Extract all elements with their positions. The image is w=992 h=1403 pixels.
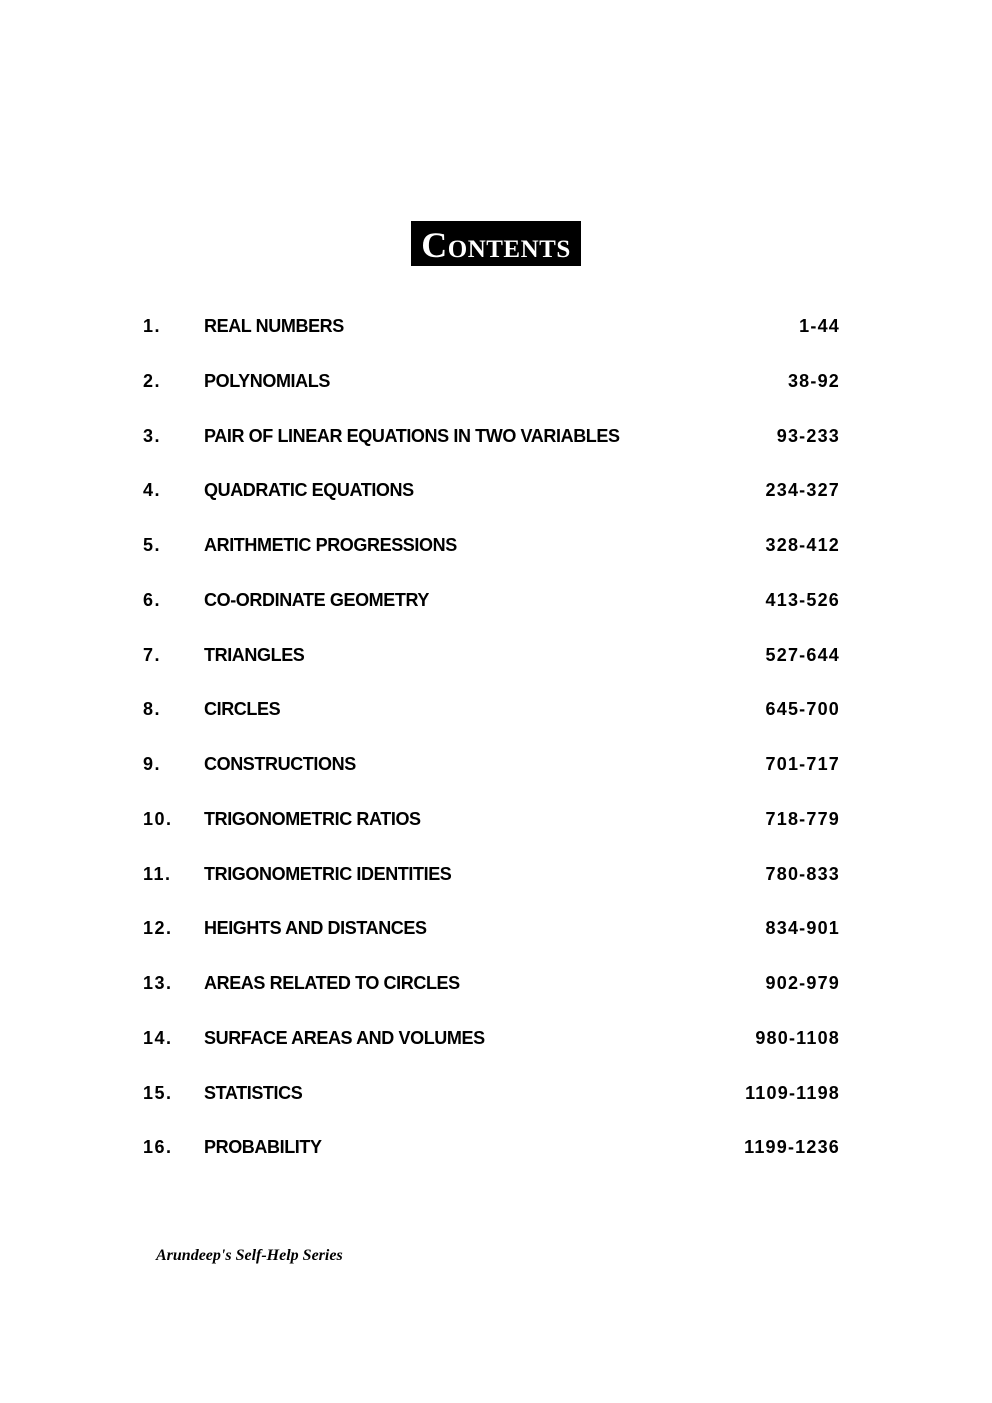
- chapter-pages: 527-644: [765, 644, 840, 665]
- chapter-title: TRIANGLES: [204, 644, 305, 665]
- chapter-title: TRIGONOMETRIC RATIOS: [204, 808, 421, 829]
- chapter-number: 9.: [143, 754, 162, 774]
- chapter-number: 7.: [143, 644, 162, 665]
- chapter-title: AREAS RELATED TO CIRCLES: [204, 973, 460, 993]
- chapter-title: ARITHMETIC PROGRESSIONS: [204, 535, 457, 555]
- chapter-pages: 1-44: [799, 316, 840, 336]
- toc-row: [143, 914, 840, 969]
- chapter-title: QUADRATIC EQUATIONS: [204, 480, 414, 501]
- chapter-number: 16.: [143, 1137, 173, 1158]
- chapter-title: SURFACE AREAS AND VOLUMES: [204, 1027, 485, 1048]
- chapter-pages: 1199-1236: [744, 1137, 840, 1158]
- chapter-title: PROBABILITY: [204, 1137, 322, 1158]
- chapter-title: STATISTICS: [204, 1082, 303, 1103]
- chapter-pages: 780-833: [765, 863, 840, 884]
- toc-row: [143, 695, 840, 750]
- toc-row: [143, 312, 840, 367]
- chapter-pages: 1109-1198: [745, 1082, 840, 1103]
- chapter-pages: 234-327: [765, 480, 840, 501]
- chapter-number: 5.: [143, 535, 162, 555]
- toc-row: [143, 860, 840, 915]
- chapter-pages: 980-1108: [755, 1027, 840, 1048]
- chapter-pages: 834-901: [765, 918, 840, 939]
- chapter-number: 14.: [143, 1027, 173, 1048]
- chapter-number: 6.: [143, 589, 162, 610]
- toc-row: [143, 531, 840, 586]
- toc-row: [143, 422, 840, 477]
- chapter-title: HEIGHTS AND DISTANCES: [204, 918, 427, 939]
- toc-row: [143, 1024, 840, 1079]
- series-footer: Arundeep's Self-Help Series: [156, 1247, 343, 1264]
- chapter-title: CO-ORDINATE GEOMETRY: [204, 589, 429, 610]
- chapter-number: 12.: [143, 918, 173, 939]
- chapter-pages: 718-779: [765, 808, 840, 829]
- chapter-title: PAIR OF LINEAR EQUATIONS IN TWO VARIABLES: [204, 425, 620, 446]
- chapter-pages: 328-412: [765, 535, 840, 555]
- chapter-number: 8.: [143, 699, 162, 720]
- toc-row: [143, 476, 840, 531]
- toc-row: [143, 750, 840, 805]
- chapter-number: 3.: [143, 425, 162, 446]
- toc-row: [143, 1079, 840, 1134]
- chapter-title: POLYNOMIALS: [204, 370, 330, 391]
- chapter-title: REAL NUMBERS: [204, 316, 344, 336]
- chapter-number: 15.: [143, 1082, 173, 1103]
- chapter-title: TRIGONOMETRIC IDENTITIES: [204, 863, 452, 884]
- page-title: Contents: [411, 221, 581, 266]
- toc-row: [143, 1133, 840, 1188]
- toc-row: [143, 367, 840, 422]
- chapter-pages: 413-526: [765, 589, 840, 610]
- toc-row: [143, 641, 840, 696]
- table-of-contents: [143, 312, 840, 1188]
- chapter-title: CIRCLES: [204, 699, 281, 720]
- chapter-number: 2.: [143, 370, 162, 391]
- chapter-number: 11.: [143, 863, 172, 884]
- chapter-pages: 93-233: [776, 425, 840, 446]
- toc-row: [143, 586, 840, 641]
- chapter-pages: 38-92: [787, 370, 840, 391]
- chapter-number: 13.: [143, 973, 173, 993]
- chapter-number: 10.: [143, 808, 173, 829]
- chapter-pages: 645-700: [765, 699, 840, 720]
- toc-row: [143, 969, 840, 1024]
- chapter-pages: 902-979: [765, 973, 840, 993]
- toc-row: [143, 805, 840, 860]
- chapter-number: 1.: [143, 316, 162, 336]
- chapter-pages: 701-717: [765, 754, 840, 774]
- chapter-title: CONSTRUCTIONS: [204, 754, 356, 774]
- chapter-number: 4.: [143, 480, 162, 501]
